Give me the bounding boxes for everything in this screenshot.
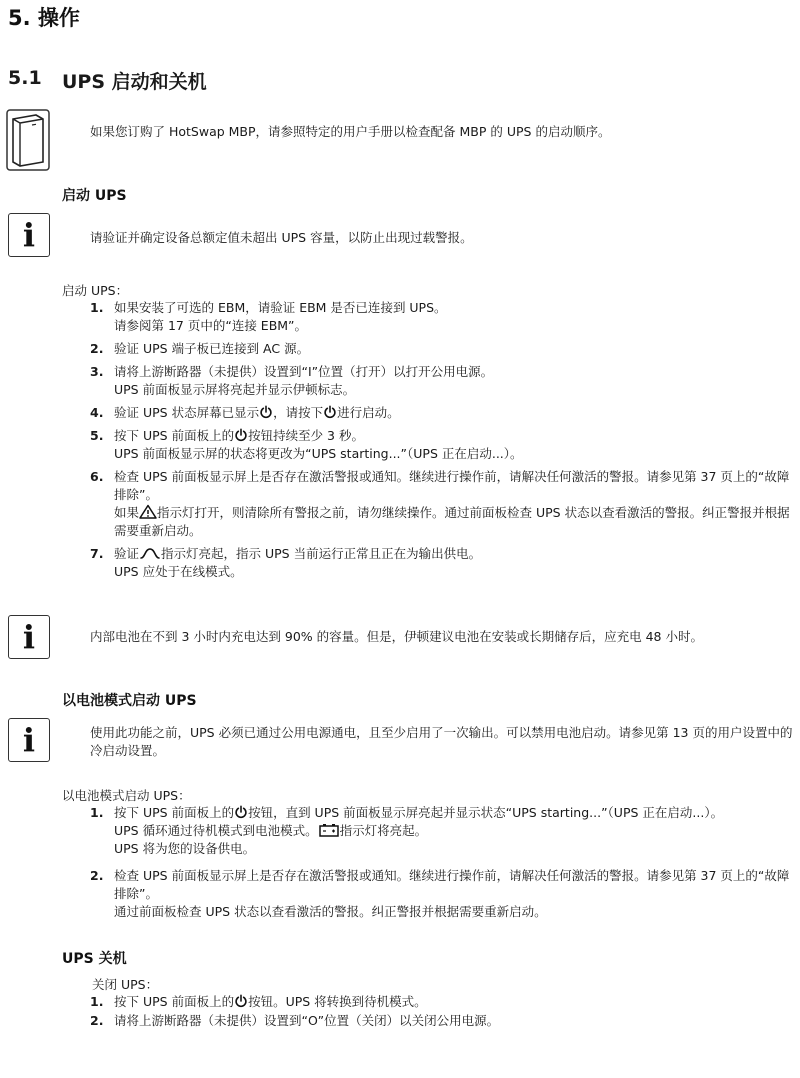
power-icon (234, 805, 248, 819)
power-icon (259, 405, 273, 419)
list-item: 7. 验证 指示灯亮起，指示 UPS 当前运行正常且正在为输出供电。 UPS 应处于在线模式。 (90, 546, 482, 579)
warning-triangle-icon (139, 504, 157, 519)
power-icon (234, 994, 248, 1008)
list-item: 1. 如果安装了可选的 EBM，请验证 EBM 是否已连接到 UPS。 请参阅第 17 页中的“连接 EBM”。 (90, 300, 447, 333)
power-icon (323, 405, 337, 419)
shutdown-intro: 关闭 UPS： (92, 977, 159, 992)
start-steps-list (90, 299, 796, 586)
chapter-title: 5. 操作 (8, 6, 80, 30)
list-item: 2. 验证 UPS 端子板已连接到 AC 源。 (90, 341, 310, 356)
online-wave-icon (139, 546, 161, 560)
list-item: 3. 请将上游断路器（未提供）设置到“I”位置（打开）以打开公用电源。 UPS 前面板显示屏将亮起并显示伊顿标志。 (90, 364, 494, 397)
battery-steps-list (90, 804, 796, 926)
list-item: 2. 请将上游断路器（未提供）设置到“O”位置（关闭）以关闭公用电源。 (90, 1013, 500, 1028)
manual-book-icon (6, 109, 50, 171)
list-item: 5. 按下 UPS 前面板上的 按钮持续至少 3 秒。 UPS 前面板显示屏的状态将更改为“UPS starting...”（UPS 正在启动...）。 (90, 428, 523, 461)
section-number: 5.1 (8, 67, 42, 89)
list-item: 6. 检查 UPS 前面板显示屏上是否存在激活警报或通知。继续进行操作前，请解决任何激活的警报。请参见第 37 页上的“故障排除”。 如果 指示灯打开，则清除所有警报之前，请勿继续操作。通过前面板检查 UPS 状态以查看激活的警报。纠正警报并根据需要重新启动。 (90, 469, 790, 538)
start-ups-heading: 启动 UPS (62, 188, 127, 204)
start-ups-intro: 启动 UPS： (62, 283, 129, 298)
info-icon: i (8, 615, 50, 659)
manual-note: 如果您订购了 HotSwap MBP，请参照特定的用户手册以检查配备 MBP 的 UPS 的启动顺序。 (90, 124, 611, 139)
battery-charge-note: 内部电池在不到 3 小时内充电达到 90% 的容量。但是，伊顿建议电池在安装或长期储存后，应充电 48 小时。 (90, 629, 703, 644)
overload-note: 请验证并确定设备总额定值未超出 UPS 容量，以防止出现过载警报。 (90, 230, 473, 245)
shutdown-steps-list (90, 993, 796, 1035)
shutdown-heading: UPS 关机 (62, 951, 127, 967)
list-item: 2. 检查 UPS 前面板显示屏上是否存在激活警报或通知。继续进行操作前，请解决任何激活的警报。请参见第 37 页上的“故障排除”。 通过前面板检查 UPS 状态以查看激活的警报。纠正警报并根据需要重新启动。 (90, 868, 790, 919)
list-item: 1. 按下 UPS 前面板上的 按钮。UPS 将转换到待机模式。 (90, 994, 427, 1009)
section-title: UPS 启动和关机 (62, 71, 207, 93)
info-icon: i (8, 213, 50, 257)
power-icon (234, 428, 248, 442)
battery-start-heading: 以电池模式启动 UPS (62, 693, 197, 709)
battery-start-intro: 以电池模式启动 UPS： (62, 788, 191, 803)
battery-start-note: 使用此功能之前，UPS 必须已通过公用电源通电，且至少启用了一次输出。可以禁用电池启动。请参见第 13 页的用户设置中的冷启动设置。 (90, 725, 793, 758)
battery-icon (318, 823, 340, 837)
list-item: 1. 按下 UPS 前面板上的 按钮，直到 UPS 前面板显示屏亮起并显示状态“UPS starting...”（UPS 正在启动...）。 UPS 循环通过待机模式到电池模式。 指示灯将亮起。 UPS 将为您的设备供电。 (90, 805, 724, 856)
info-icon: i (8, 718, 50, 762)
list-item: 4. 验证 UPS 状态屏幕已显示 ，请按下 进行启动。 (90, 405, 400, 420)
